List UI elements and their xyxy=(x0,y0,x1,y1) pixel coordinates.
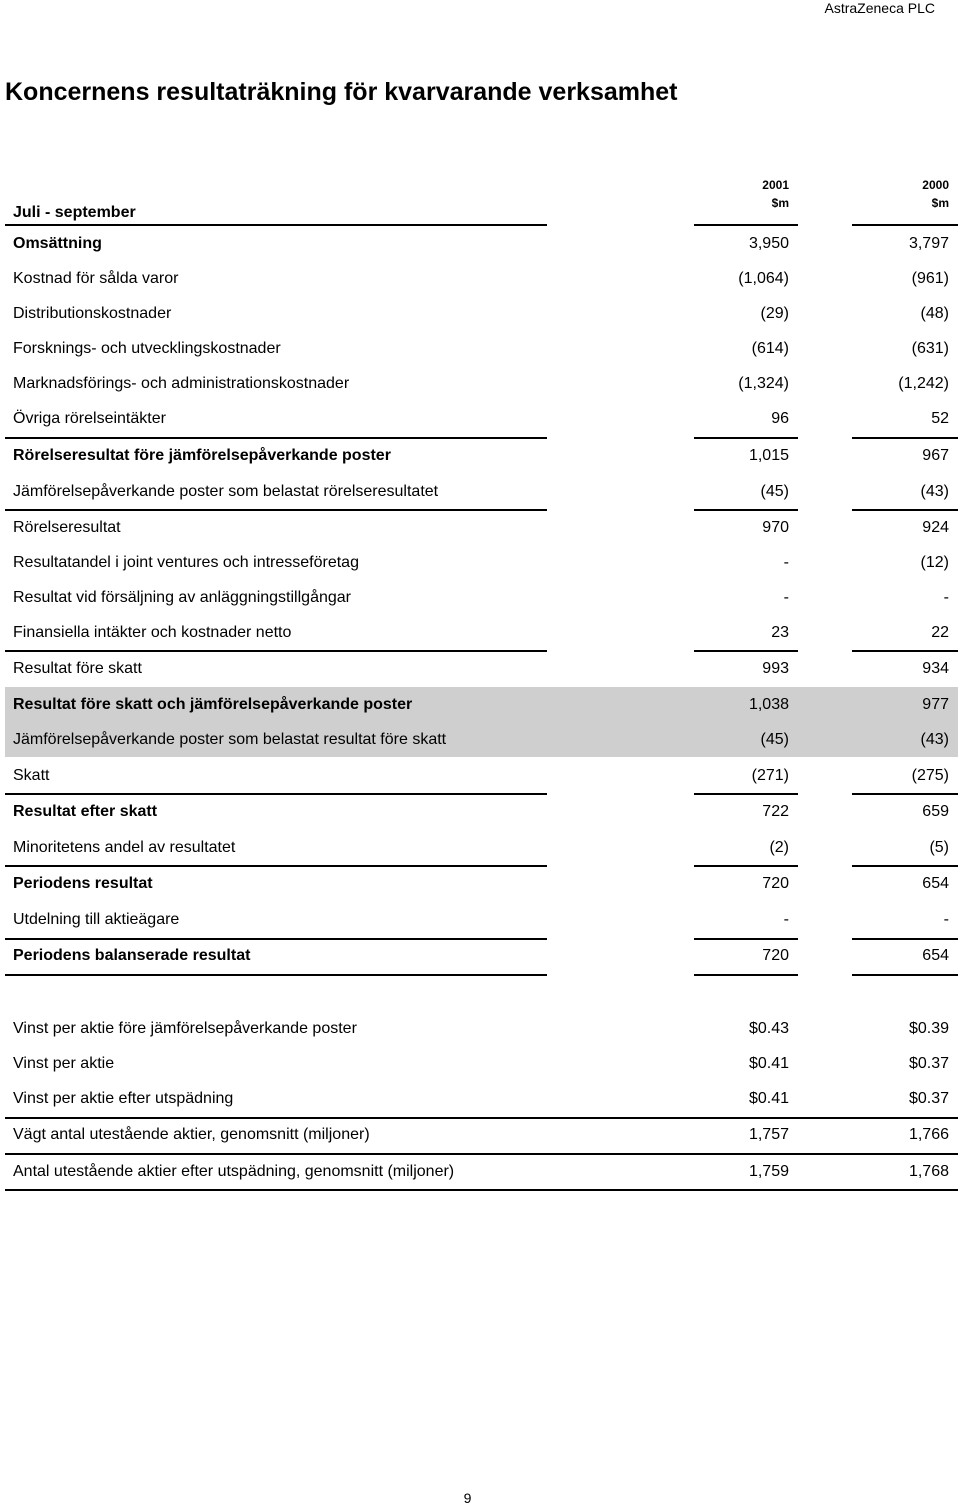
row-label: Skatt xyxy=(13,767,50,784)
value-2000: - xyxy=(943,911,949,928)
table-row xyxy=(5,830,958,865)
row-label: Resultatandel i joint ventures och intresseföretag xyxy=(13,554,359,571)
value-2000: $0.39 xyxy=(908,1020,949,1037)
rule-line xyxy=(694,509,798,511)
row-label: Resultat vid försäljning av anläggningstillgångar xyxy=(13,589,351,606)
row-label: Finansiella intäkter och kostnader netto xyxy=(13,624,292,641)
table-row xyxy=(5,866,958,901)
value-2000: (12) xyxy=(920,554,949,571)
value-2001: 3,950 xyxy=(748,235,789,252)
table-row xyxy=(5,1011,958,1046)
page-number: 9 xyxy=(463,1490,472,1506)
table-row xyxy=(5,615,958,650)
value-2001: (45) xyxy=(760,483,789,500)
table-row xyxy=(5,545,958,580)
rule-line xyxy=(694,865,798,867)
rule-line xyxy=(5,938,547,940)
table-row xyxy=(5,1081,958,1116)
value-2001: 96 xyxy=(771,410,789,427)
value-2001: $0.41 xyxy=(748,1055,789,1072)
value-2000: 654 xyxy=(922,947,949,964)
value-2001: - xyxy=(783,589,789,606)
rule-line xyxy=(852,437,958,439)
rule-line xyxy=(694,437,798,439)
value-2000: (43) xyxy=(920,731,949,748)
value-2000: (275) xyxy=(911,767,949,784)
value-2000: 967 xyxy=(922,447,949,464)
value-2001: (45) xyxy=(760,731,789,748)
value-2001: 720 xyxy=(762,947,789,964)
table-row xyxy=(5,366,958,401)
rule-line xyxy=(852,509,958,511)
value-2001: $0.41 xyxy=(748,1090,789,1107)
value-2000: 1,766 xyxy=(908,1126,949,1143)
value-2001: (271) xyxy=(751,767,789,784)
value-2001: 1,759 xyxy=(748,1163,789,1180)
rule-line xyxy=(852,793,958,795)
table-row xyxy=(5,474,958,509)
row-label: Distributionskostnader xyxy=(13,305,172,322)
column-unit-2001: $m xyxy=(771,196,789,210)
value-2001: $0.43 xyxy=(748,1020,789,1037)
value-2001: 970 xyxy=(762,519,789,536)
row-label: Marknadsförings- och administrationskostnader xyxy=(13,375,350,392)
rule-line xyxy=(852,938,958,940)
row-label: Omsättning xyxy=(13,235,102,252)
row-label: Periodens resultat xyxy=(13,875,153,892)
rule-line xyxy=(694,650,798,652)
table-row xyxy=(5,510,958,545)
row-label: Vinst per aktie efter utspädning xyxy=(13,1090,234,1107)
column-unit-2000: $m xyxy=(931,196,949,210)
value-2000: (961) xyxy=(911,270,949,287)
row-label: Forsknings- och utvecklingskostnader xyxy=(13,340,281,357)
rule-line xyxy=(852,974,958,976)
value-2001: 720 xyxy=(762,875,789,892)
rule-line xyxy=(852,224,958,226)
value-2000: 654 xyxy=(922,875,949,892)
row-label: Utdelning till aktieägare xyxy=(13,911,180,928)
row-label: Resultat efter skatt xyxy=(13,803,158,820)
table-row xyxy=(5,1046,958,1081)
row-label: Periodens balanserade resultat xyxy=(13,947,251,964)
row-label: Resultat före skatt xyxy=(13,660,142,677)
value-2000: (1,242) xyxy=(898,375,949,392)
rule-line xyxy=(5,793,547,795)
value-2001: (2) xyxy=(769,839,789,856)
rule-line xyxy=(5,1189,958,1191)
value-2000: 924 xyxy=(922,519,949,536)
value-2000: 659 xyxy=(922,803,949,820)
row-label: Juli - september xyxy=(13,204,136,221)
table-row xyxy=(5,938,958,973)
table-row xyxy=(5,580,958,615)
row-label: Kostnad för sålda varor xyxy=(13,270,179,287)
table-row xyxy=(5,651,958,686)
column-year-2000: 2000 xyxy=(922,178,949,192)
value-2000: 977 xyxy=(922,696,949,713)
value-2001: (29) xyxy=(760,305,789,322)
rule-line xyxy=(5,437,547,439)
table-row xyxy=(5,1154,958,1189)
value-2000: 52 xyxy=(931,410,949,427)
value-2001: 1,015 xyxy=(748,447,789,464)
row-label: Resultat före skatt och jämförelsepåverkande poster xyxy=(13,696,413,713)
rule-line xyxy=(852,650,958,652)
rule-line xyxy=(694,938,798,940)
row-label: Jämförelsepåverkande poster som belastat rörelseresultatet xyxy=(13,483,439,500)
table-row xyxy=(5,758,958,793)
value-2000: (48) xyxy=(920,305,949,322)
row-label: Vägt antal utestående aktier, genomsnitt (miljoner) xyxy=(13,1126,370,1143)
value-2001: 993 xyxy=(762,660,789,677)
rule-line xyxy=(5,509,547,511)
table-row xyxy=(5,1117,958,1152)
rule-line xyxy=(694,793,798,795)
value-2001: (1,324) xyxy=(738,375,789,392)
rule-line xyxy=(5,974,547,976)
row-label: Antal utestående aktier efter utspädning, genomsnitt (miljoner) xyxy=(13,1163,455,1180)
value-2001: (1,064) xyxy=(738,270,789,287)
row-label: Minoritetens andel av resultatet xyxy=(13,839,236,856)
value-2000: $0.37 xyxy=(908,1055,949,1072)
value-2001: 1,038 xyxy=(748,696,789,713)
column-year-2001: 2001 xyxy=(762,178,789,192)
value-2001: - xyxy=(783,554,789,571)
rule-line xyxy=(5,650,547,652)
row-label: Jämförelsepåverkande poster som belastat resultat före skatt xyxy=(13,731,447,748)
rule-line xyxy=(5,1117,958,1119)
rule-line xyxy=(5,865,547,867)
row-label: Rörelseresultat xyxy=(13,519,121,536)
row-label: Vinst per aktie xyxy=(13,1055,115,1072)
value-2000: $0.37 xyxy=(908,1090,949,1107)
row-label: Rörelseresultat före jämförelsepåverkande poster xyxy=(13,447,391,464)
value-2001: - xyxy=(783,911,789,928)
value-2000: (5) xyxy=(929,839,949,856)
value-2000: 1,768 xyxy=(908,1163,949,1180)
table-row xyxy=(5,902,958,937)
value-2001: 722 xyxy=(762,803,789,820)
table-row xyxy=(5,296,958,331)
value-2000: (43) xyxy=(920,483,949,500)
value-2001: 1,757 xyxy=(748,1126,789,1143)
rule-line xyxy=(5,1153,958,1155)
value-2000: 3,797 xyxy=(908,235,949,252)
rule-line xyxy=(5,224,547,226)
table-row xyxy=(5,794,958,829)
row-label: Övriga rörelseintäkter xyxy=(13,410,166,427)
value-2000: (631) xyxy=(911,340,949,357)
table-row xyxy=(5,722,958,757)
company-name: AstraZeneca PLC xyxy=(824,0,935,16)
table-row xyxy=(5,401,958,436)
table-row xyxy=(5,261,958,296)
table-row xyxy=(5,438,958,473)
table-row xyxy=(5,687,958,722)
rule-line xyxy=(694,224,798,226)
value-2000: 22 xyxy=(931,624,949,641)
value-2001: 23 xyxy=(771,624,789,641)
table-row xyxy=(5,331,958,366)
rule-line xyxy=(852,865,958,867)
value-2000: 934 xyxy=(922,660,949,677)
row-label: Vinst per aktie före jämförelsepåverkande poster xyxy=(13,1020,357,1037)
value-2001: (614) xyxy=(751,340,789,357)
rule-line xyxy=(694,974,798,976)
table-row xyxy=(5,226,958,261)
value-2000: - xyxy=(943,589,949,606)
page-title: Koncernens resultaträkning för kvarvarande verksamhet xyxy=(5,78,678,106)
